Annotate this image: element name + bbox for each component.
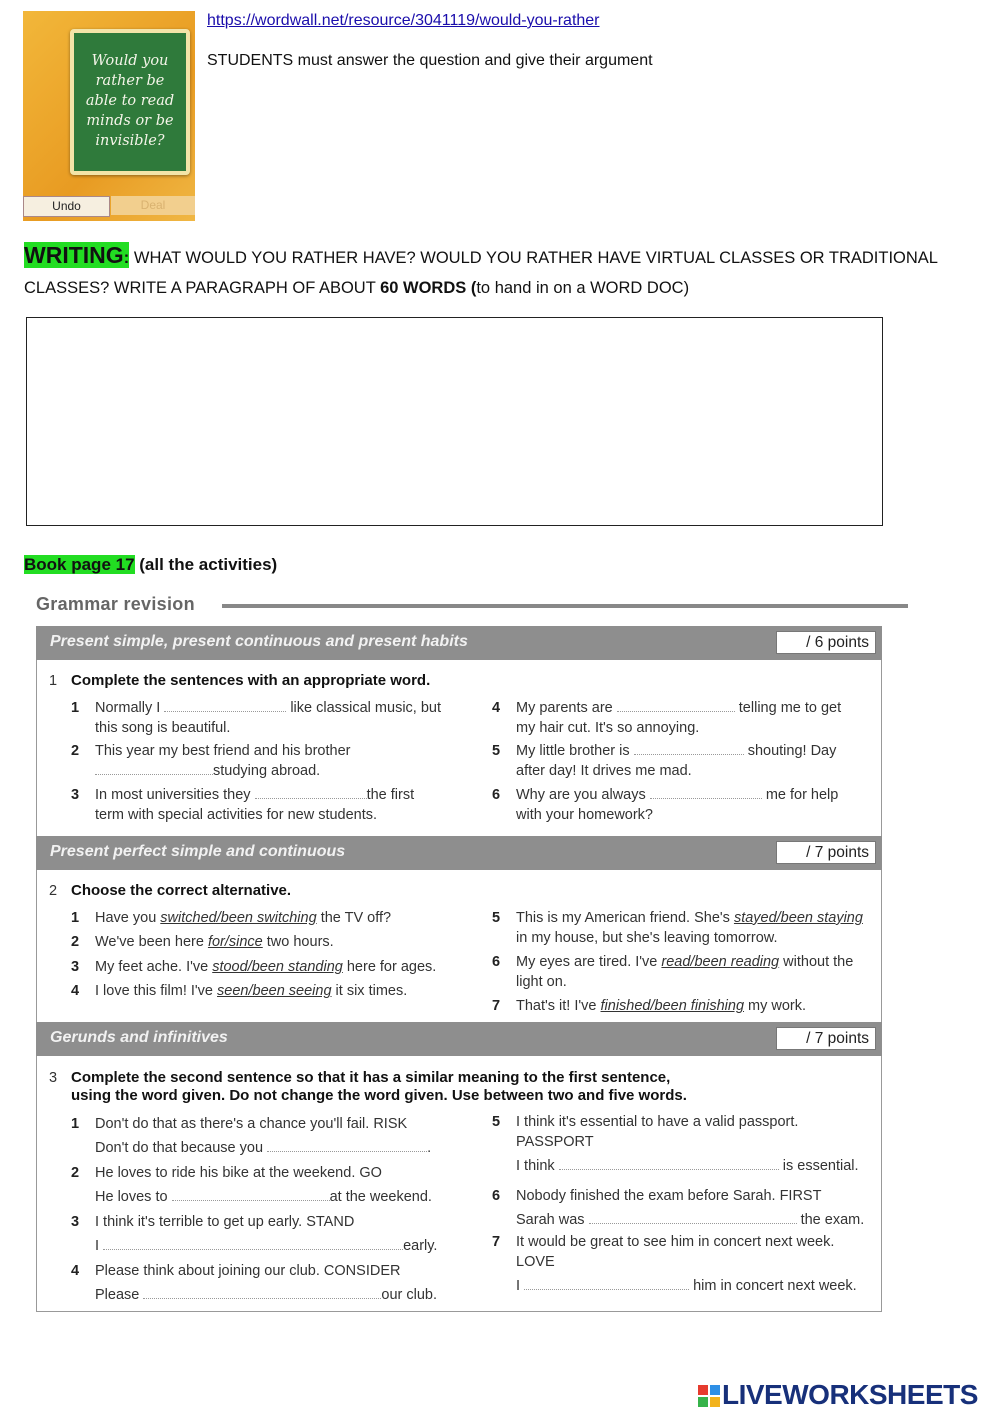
- list-item: 6 My eyes are tired. I've read/been reading without the light on.: [492, 954, 854, 990]
- wordwall-card-image: [23, 11, 195, 221]
- list-item: 2 This year my best friend and his brother studying abroad.: [71, 743, 351, 779]
- alternative-choice[interactable]: stayed/been staying: [733, 910, 863, 926]
- section-2-body: [36, 870, 882, 1022]
- answer-textbox[interactable]: [26, 317, 883, 526]
- answer-blank[interactable]: [634, 744, 744, 755]
- alternative-choice[interactable]: seen/been seeing: [217, 983, 332, 999]
- wordwall-link[interactable]: https://wordwall.net/resource/3041119/would-you-rather: [207, 12, 600, 29]
- list-item: 1 Don't do that as there's a chance you'll fail. RISK Don't do that because you .: [71, 1116, 432, 1156]
- list-item: 5 My little brother is shouting! Day after day! It drives me mad.: [492, 743, 837, 779]
- question-1-text: Complete the sentences with an appropriate word.: [71, 672, 431, 689]
- alternative-choice[interactable]: finished/been finishing: [600, 998, 745, 1014]
- section-3-title: Gerunds and infinitives: [50, 1029, 228, 1046]
- list-item: 4 Please think about joining our club. CONSIDER Please our club.: [71, 1263, 437, 1303]
- writing-text-2: to hand in on a WORD DOC): [476, 279, 690, 297]
- book-page-line: [24, 555, 277, 575]
- section-2-points-box: / 7 points: [776, 841, 876, 864]
- list-item: 4 I love this film! I've seen/been seeing it six times.: [71, 983, 408, 999]
- title-rule: [222, 604, 908, 608]
- answer-blank[interactable]: [589, 1213, 797, 1224]
- writing-label: WRITING:: [24, 242, 130, 268]
- list-item: 5 I think it's essential to have a valid passport. PASSPORT I think is essential.: [492, 1114, 859, 1174]
- liveworksheets-logo: [698, 1379, 978, 1411]
- writing-text-1: WHAT WOULD YOU RATHER HAVE? WOULD YOU RATHER HAVE VIRTUAL CLASSES OR TRADITIONAL CLASSES? WRITE A PARAGRAPH OF ABOUT: [24, 249, 938, 297]
- answer-blank[interactable]: [650, 788, 762, 799]
- answer-blank[interactable]: [143, 1288, 381, 1299]
- answer-blank[interactable]: [255, 788, 367, 799]
- list-item: 6 Why are you always me for help with your homework?: [492, 787, 839, 823]
- deal-button: Deal: [111, 196, 195, 215]
- list-item: 2 He loves to ride his bike at the weekend. GO He loves to at the weekend.: [71, 1165, 432, 1205]
- section-1-title: Present simple, present continuous and present habits: [50, 633, 468, 650]
- card-question-text: Would you rather be able to read minds or be invisible?: [85, 53, 175, 149]
- question-number: 3: [49, 1070, 58, 1086]
- answer-blank[interactable]: [164, 701, 286, 712]
- alternative-choice[interactable]: switched/been switching: [160, 910, 317, 926]
- writing-bold: 60 WORDS (: [380, 279, 477, 297]
- logo-text: LIVEWORKSHEETS: [722, 1379, 978, 1410]
- book-page-highlight: Book page 17: [24, 555, 135, 574]
- question-2-text: Choose the correct alternative.: [71, 882, 292, 899]
- instruction-text: STUDENTS must answer the question and give their argument: [207, 52, 653, 69]
- list-item: 7 That's it! I've finished/been finishing my work.: [492, 998, 807, 1014]
- list-item: 4 My parents are telling me to get my hair cut. It's so annoying.: [492, 700, 842, 736]
- section-1-body: [36, 660, 882, 836]
- question-3-text: Complete the second sentence so that it has a similar meaning to the first sentence, using the word given. Do not change the word given. Use between two and five words.: [71, 1069, 687, 1104]
- answer-blank[interactable]: [95, 764, 213, 775]
- list-item: 7 It would be great to see him in concert next week. LOVE I him in concert next week.: [492, 1234, 857, 1294]
- list-item: 1 Have you switched/been switching the TV off?: [71, 910, 392, 926]
- answer-blank[interactable]: [103, 1239, 403, 1250]
- list-item: 3 My feet ache. I've stood/been standing here for ages.: [71, 959, 437, 975]
- undo-button: Undo: [23, 196, 110, 217]
- question-number: 2: [49, 883, 58, 899]
- writing-prompt: [24, 240, 964, 303]
- alternative-choice[interactable]: stood/been standing: [212, 959, 343, 975]
- answer-blank[interactable]: [172, 1190, 330, 1201]
- list-item: 6 Nobody finished the exam before Sarah. FIRST Sarah was the exam.: [492, 1188, 865, 1228]
- answer-blank[interactable]: [559, 1159, 779, 1170]
- answer-blank[interactable]: [524, 1279, 689, 1290]
- answer-blank[interactable]: [617, 701, 735, 712]
- list-item: 2 We've been here for/since two hours.: [71, 934, 334, 950]
- chalkboard: [70, 29, 190, 175]
- section-2-title: Present perfect simple and continuous: [50, 843, 346, 860]
- section-3-body: [36, 1056, 882, 1312]
- grammar-revision-sheet: [24, 590, 910, 1335]
- section-3-points-box: / 7 points: [776, 1027, 876, 1050]
- list-item: 3 I think it's terrible to get up early. STAND I early.: [71, 1214, 438, 1254]
- grammar-title: Grammar revision: [36, 594, 195, 614]
- liveworksheets-logo-icon: [698, 1385, 720, 1407]
- alternative-choice[interactable]: for/since: [207, 934, 263, 950]
- section-1-band: [36, 626, 882, 660]
- section-1-points-box: / 6 points: [776, 631, 876, 654]
- list-item: 3 In most universities they the first term with special activities for new students.: [71, 787, 415, 823]
- list-item: 1 Normally I like classical music, but this song is beautiful.: [71, 700, 442, 736]
- alternative-choice[interactable]: read/been reading: [661, 954, 780, 970]
- question-number: 1: [49, 673, 58, 689]
- section-3-band: [36, 1022, 882, 1056]
- answer-blank[interactable]: [267, 1141, 427, 1152]
- list-item: 5 This is my American friend. She's stayed/been staying in my house, but she's leaving tomorrow.: [492, 910, 863, 946]
- section-2-band: [36, 836, 882, 870]
- book-page-rest: (all the activities): [134, 555, 278, 574]
